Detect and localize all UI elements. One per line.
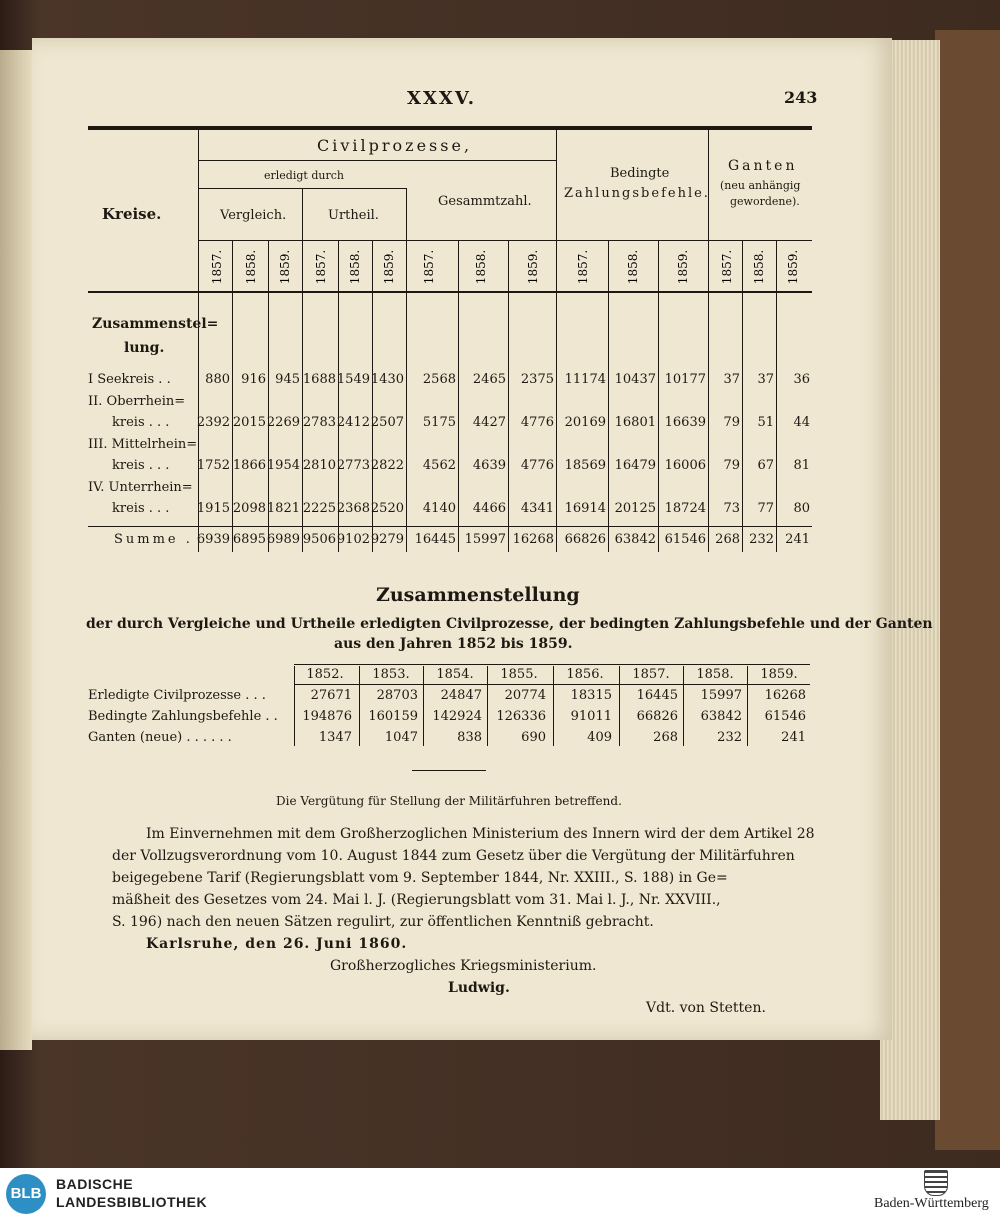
table2-cell: 142924 — [432, 709, 482, 724]
notice-line-4: mäßheit des Gesetzes vom 24. Mai l. J. (Regierungsblatt vom 31. Mai l. J., Nr. XXVIII., — [112, 892, 721, 908]
row-label: I Seekreis . . — [88, 372, 171, 387]
summe-cell: 9506 — [302, 532, 336, 547]
signature: Ludwig. — [448, 980, 510, 996]
notice-line-2: der Vollzugsverordnung vom 10. August 1844 zum Gesetz über die Vergütung der Militärfuhren — [112, 848, 795, 864]
section-number: XXXV. — [407, 88, 476, 109]
urtheil-header: Urtheil. — [328, 208, 379, 223]
table-cell: 18724 — [664, 501, 706, 516]
table2-row-label: Bedingte Zahlungsbefehle . . — [88, 709, 278, 724]
table-cell: 2507 — [370, 415, 404, 430]
year-1857: 1857. — [210, 249, 224, 285]
table-cell: 4427 — [472, 415, 506, 430]
place-date: Karlsruhe, den 26. Juni 1860. — [146, 936, 408, 952]
vdt-signature: Vdt. von Stetten. — [646, 1000, 766, 1016]
table2-cell: 232 — [717, 730, 742, 745]
year-1857: 1857. — [422, 249, 436, 285]
summe-cell: 6939 — [196, 532, 230, 547]
table-cell: 2520 — [370, 501, 404, 516]
row-label: III. Mittelrhein= — [88, 437, 198, 452]
table-cell: 81 — [793, 458, 810, 473]
summe-cell: 9102 — [336, 532, 370, 547]
separator-rule — [412, 770, 486, 771]
table-cell: 1954 — [266, 458, 300, 473]
table-cell: 2822 — [370, 458, 404, 473]
book-cover-edge — [935, 30, 1000, 1150]
table-cell: 2098 — [232, 501, 266, 516]
table2-cell: 66826 — [636, 709, 678, 724]
summe-cell: 15997 — [464, 532, 506, 547]
table-cell: 4341 — [520, 501, 554, 516]
table-cell: 1752 — [196, 458, 230, 473]
table2-year: 1857. — [632, 667, 670, 682]
table2-year: 1855. — [500, 667, 538, 682]
table-cell: 77 — [757, 501, 774, 516]
table-cell: 1821 — [266, 501, 300, 516]
table-cell: 80 — [793, 501, 810, 516]
table2-cell: 126336 — [496, 709, 546, 724]
year-1858: 1858. — [752, 249, 766, 285]
summe-cell: 61546 — [664, 532, 706, 547]
table-cell: 16801 — [614, 415, 656, 430]
table2-cell: 18315 — [570, 688, 612, 703]
kreise-header: Kreise. — [102, 205, 162, 223]
table2-cell: 15997 — [700, 688, 742, 703]
row-label: II. Oberrhein= — [88, 394, 186, 409]
table-cell: 4466 — [472, 501, 506, 516]
summe-label: Summe . — [114, 532, 193, 547]
summe-rule — [88, 526, 812, 527]
row-label-cont: kreis . . . — [112, 458, 170, 473]
table2-cell: 61546 — [764, 709, 806, 724]
row-label: IV. Unterrhein= — [88, 480, 193, 495]
table2-cell: 1347 — [318, 730, 352, 745]
table2-cell: 63842 — [700, 709, 742, 724]
table-cell: 2465 — [472, 372, 506, 387]
table-cell: 73 — [723, 501, 740, 516]
summe-cell: 16445 — [414, 532, 456, 547]
library-name-line-1: BADISCHE — [56, 1176, 134, 1192]
table-cell: 44 — [793, 415, 810, 430]
table2-cell: 24847 — [440, 688, 482, 703]
table-cell: 51 — [757, 415, 774, 430]
year-1859: 1859. — [278, 249, 292, 285]
table2-cell: 16268 — [764, 688, 806, 703]
table2-year: 1853. — [372, 667, 410, 682]
document-page — [32, 38, 933, 1040]
table-cell: 2783 — [302, 415, 336, 430]
table2-row-label: Ganten (neue) . . . . . . — [88, 730, 232, 745]
table-top-rule — [88, 126, 812, 130]
civil-header: Civilprozesse, — [317, 136, 473, 155]
table2-cell: 27671 — [310, 688, 352, 703]
zusammenstellung-label-2: lung. — [124, 340, 165, 356]
summe-cell: 6895 — [232, 532, 266, 547]
table-cell: 16006 — [664, 458, 706, 473]
table-cell: 10437 — [614, 372, 656, 387]
table-cell: 916 — [241, 372, 266, 387]
gesammt-header: Gesammtzahl. — [438, 194, 532, 209]
row-label-cont: kreis . . . — [112, 415, 170, 430]
table-cell: 2225 — [302, 501, 336, 516]
table2-cell: 20774 — [504, 688, 546, 703]
year-1859: 1859. — [526, 249, 540, 285]
summe-cell: 232 — [749, 532, 774, 547]
table-cell: 18569 — [564, 458, 606, 473]
table2-cell: 28703 — [376, 688, 418, 703]
table-cell: 37 — [757, 372, 774, 387]
state-name: Baden-Württemberg — [874, 1196, 989, 1211]
library-name-line-2: LANDESBIBLIOTHEK — [56, 1194, 208, 1210]
table2-row-label: Erledigte Civilprozesse . . . — [88, 688, 266, 703]
summe-cell: 268 — [715, 532, 740, 547]
notice-line-3: beigegebene Tarif (Regierungsblatt vom 9. September 1844, Nr. XXIII., S. 188) in Ge= — [112, 870, 728, 886]
page-number: 243 — [784, 88, 818, 107]
table-cell: 36 — [793, 372, 810, 387]
year-1858: 1858. — [626, 249, 640, 285]
table-cell: 2368 — [336, 501, 370, 516]
table-cell: 37 — [723, 372, 740, 387]
table2-year: 1856. — [566, 667, 604, 682]
table-cell: 79 — [723, 415, 740, 430]
notice-heading: Die Vergütung für Stellung der Militärfuhren betreffend. — [276, 794, 622, 808]
table2-cell: 268 — [653, 730, 678, 745]
year-1857: 1857. — [576, 249, 590, 285]
ministry: Großherzogliches Kriegsministerium. — [330, 958, 597, 974]
vergleich-header: Vergleich. — [220, 208, 287, 223]
ganten-header-1: Ganten — [728, 158, 798, 174]
summe-cell: 241 — [785, 532, 810, 547]
table-cell: 880 — [205, 372, 230, 387]
table-cell: 1915 — [196, 501, 230, 516]
table2-year: 1858. — [696, 667, 734, 682]
table-cell: 1430 — [370, 372, 404, 387]
table-cell: 2269 — [266, 415, 300, 430]
coat-of-arms-icon — [924, 1170, 948, 1196]
table2-cell: 690 — [521, 730, 546, 745]
table-cell: 16639 — [664, 415, 706, 430]
table-cell: 4776 — [520, 415, 554, 430]
footer-bar — [0, 1168, 1000, 1218]
table-cell: 16914 — [564, 501, 606, 516]
table-cell: 2412 — [336, 415, 370, 430]
table2-year: 1852. — [306, 667, 344, 682]
year-1858: 1858. — [244, 249, 258, 285]
zusammenstellung-label-1: Zusammenstel= — [92, 316, 219, 332]
table-cell: 2773 — [336, 458, 370, 473]
table2-year: 1854. — [436, 667, 474, 682]
year-1859: 1859. — [786, 249, 800, 285]
table2-cell: 194876 — [302, 709, 352, 724]
table-cell: 4776 — [520, 458, 554, 473]
table-cell: 20125 — [614, 501, 656, 516]
row-label-cont: kreis . . . — [112, 501, 170, 516]
summe-cell: 66826 — [564, 532, 606, 547]
summe-cell: 63842 — [614, 532, 656, 547]
table-cell: 1866 — [232, 458, 266, 473]
blb-logo: BLB — [6, 1174, 46, 1214]
notice-line-5: S. 196) nach den neuen Sätzen regulirt, zur öffentlichen Kenntniß gebracht. — [112, 914, 654, 930]
table-cell: 79 — [723, 458, 740, 473]
table-cell: 945 — [275, 372, 300, 387]
table-cell: 2810 — [302, 458, 336, 473]
table-cell: 20169 — [564, 415, 606, 430]
erledigt-header: erledigt durch — [264, 169, 344, 182]
table-cell: 1688 — [302, 372, 336, 387]
zusammenstellung-subtitle-1: der durch Vergleiche und Urtheile erledigten Civilprozesse, der bedingten Zahlungsbefehle und der Ganten — [86, 616, 933, 632]
notice-line-1: Im Einvernehmen mit dem Großherzoglichen Ministerium des Innern wird der dem Artikel 28 — [146, 826, 815, 842]
table-cell: 1549 — [336, 372, 370, 387]
bedingte-header-2: Zahlungsbefehle. — [564, 186, 710, 201]
table2-cell: 160159 — [368, 709, 418, 724]
table2-cell: 838 — [457, 730, 482, 745]
ganten-header-2: (neu anhängig — [720, 179, 801, 192]
year-1858: 1858. — [348, 249, 362, 285]
year-1859: 1859. — [676, 249, 690, 285]
table-cell: 67 — [757, 458, 774, 473]
table-cell: 4140 — [422, 501, 456, 516]
table2-cell: 1047 — [384, 730, 418, 745]
year-1858: 1858. — [474, 249, 488, 285]
year-1857: 1857. — [314, 249, 328, 285]
left-page-edge — [0, 50, 32, 1050]
table-cell: 2392 — [196, 415, 230, 430]
zusammenstellung-subtitle-2: aus den Jahren 1852 bis 1859. — [334, 636, 573, 652]
table2-cell: 409 — [587, 730, 612, 745]
table-cell: 4562 — [422, 458, 456, 473]
table2-cell: 241 — [781, 730, 806, 745]
table-cell: 16479 — [614, 458, 656, 473]
summe-cell: 16268 — [512, 532, 554, 547]
ganten-header-3: gewordene). — [730, 195, 800, 208]
summe-cell: 6989 — [266, 532, 300, 547]
table-header-rule — [88, 291, 812, 293]
table-cell: 2568 — [422, 372, 456, 387]
summe-cell: 9279 — [370, 532, 404, 547]
year-1857: 1857. — [720, 249, 734, 285]
table-cell: 2375 — [520, 372, 554, 387]
table2-cell: 91011 — [570, 709, 612, 724]
table-cell: 4639 — [472, 458, 506, 473]
table-cell: 11174 — [564, 372, 606, 387]
year-1859: 1859. — [382, 249, 396, 285]
table-cell: 2015 — [232, 415, 266, 430]
bedingte-header-1: Bedingte — [610, 166, 670, 181]
table-cell: 10177 — [664, 372, 706, 387]
table-cell: 5175 — [422, 415, 456, 430]
table2-cell: 16445 — [636, 688, 678, 703]
table2-year: 1859. — [760, 667, 798, 682]
zusammenstellung-title: Zusammenstellung — [376, 584, 580, 606]
